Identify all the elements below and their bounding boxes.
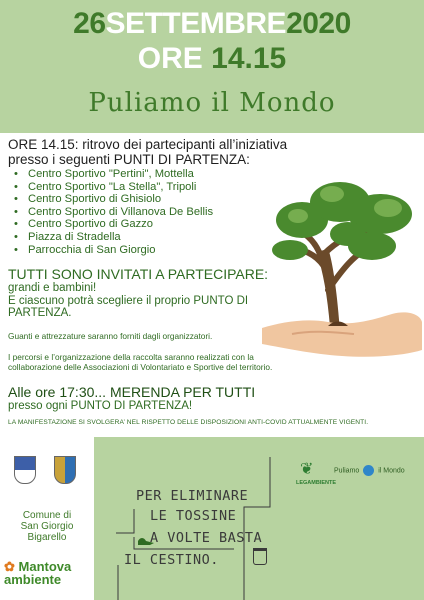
- comune-line-3: Bigarello: [27, 532, 67, 543]
- slogan-line-3: A VOLTE BASTA: [150, 530, 263, 546]
- event-date: [0, 8, 424, 40]
- list-item: • Centro Sportivo "La Stella", Tripoli: [8, 181, 308, 194]
- routes-line-1: I percorsi e l’organizzazione della raccolta saranno realizzati con la: [8, 352, 254, 362]
- pm-word-puliamo: Puliamo: [334, 467, 360, 475]
- legambiente-logo: LEGAMBIENTE: [296, 480, 337, 486]
- time-label: ORE: [137, 42, 203, 75]
- date-year: 2020: [286, 7, 351, 40]
- snack-line: presso ogni PUNTO DI PARTENZA!: [8, 400, 193, 412]
- meeting-lead-2: presso i seguenti PUNTI DI PARTENZA:: [8, 151, 250, 167]
- covid-note: LA MANIFESTAZIONE SI SVOLGERA’ NEL RISPETTO DELLE DISPOSIZIONI ANTI-COVID ATTUALMENTE VIGENTI.: [8, 419, 369, 426]
- routes-note: [8, 352, 338, 372]
- pm-word-mondo: il Mondo: [378, 467, 405, 475]
- leaf-icon: ✿: [4, 559, 15, 574]
- list-item: • Centro Sportivo di Gazzo: [8, 218, 308, 231]
- comune-line-1: Comune di: [22, 510, 72, 521]
- slogan-line-2: LE TOSSINE: [150, 508, 237, 524]
- mantova-ambiente-logo: [4, 560, 71, 586]
- list-item: • Parrocchia di San Giorgio: [8, 244, 308, 257]
- date-day: 26: [73, 7, 106, 40]
- mantova-line-2: ambiente: [4, 572, 62, 587]
- snack-heading: Alle ore 17:30... MERENDA PER TUTTI: [8, 384, 256, 400]
- event-subtitle: Puliamo il Mondo: [88, 88, 336, 118]
- list-item: • Centro Sportivo "Pertini", Mottella: [8, 168, 308, 181]
- list-item: • Centro Sportivo di Villanova De Bellis: [8, 206, 308, 219]
- snack-section: [8, 385, 338, 413]
- invite-line-2: E ciascuno potrà scegliere il proprio PUNTO DI: [8, 294, 249, 307]
- date-month: SETTEMBRE: [105, 7, 287, 40]
- comune-label: [4, 510, 90, 543]
- invite-line-1: grandi e bambini!: [8, 282, 97, 294]
- routes-line-2: collaborazione delle Associazioni di Volontariato e Sportive del territorio.: [8, 362, 273, 372]
- list-item: • Piazza di Stradella: [8, 231, 308, 244]
- mantova-line-1: Mantova: [18, 559, 72, 574]
- globe-icon: [363, 465, 374, 476]
- invite-heading: TUTTI SONO INVITATI A PARTECIPARE:: [8, 266, 269, 282]
- puliamo-il-mondo-logo: [334, 465, 405, 476]
- slogan-line-4: IL CESTINO.: [124, 552, 219, 568]
- event-time: [0, 43, 424, 75]
- decorative-lines: [94, 437, 424, 600]
- invite-section: [8, 267, 308, 320]
- time-value: 14.15: [211, 42, 287, 75]
- trash-bin-icon: [253, 548, 267, 565]
- crest-icon: [54, 456, 76, 484]
- invite-line-3: PARTENZA.: [8, 307, 72, 319]
- legambiente-icon: ❦: [300, 459, 314, 478]
- crest-icon: [14, 456, 36, 484]
- comune-line-2: San Giorgio: [20, 521, 74, 532]
- slogan-line-1: PER ELIMINARE: [136, 488, 249, 504]
- meeting-lead-1: ORE 14.15: ritrovo dei partecipanti all’iniziativa: [8, 137, 288, 152]
- tree-in-hand-illustration: [262, 150, 422, 360]
- list-item: • Centro Sportivo di Ghisiolo: [8, 193, 308, 206]
- gear-note: Guanti e attrezzature saranno forniti dagli organizzatori.: [8, 331, 213, 341]
